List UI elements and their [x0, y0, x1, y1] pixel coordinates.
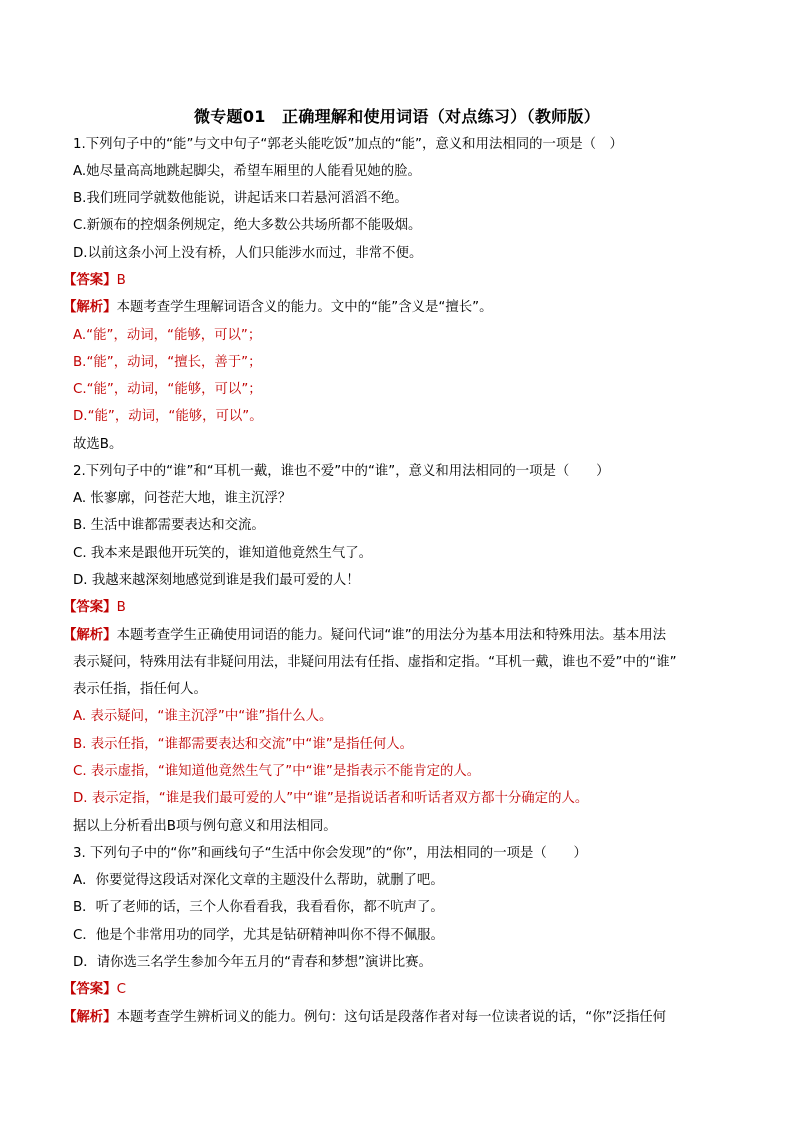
- q2-point-d: D. 表示定指，“谁是我们最可爱的人”中“谁”是指说话者和听话者双方都十分确定的人。: [73, 791, 589, 806]
- q1-conclusion: 故选B。: [73, 437, 123, 452]
- q3-option-c: C．他是个非常用功的同学，尤其是钻研精神叫你不得不佩服。: [73, 928, 444, 943]
- q1-analysis-text: 本题考查学生理解词语含义的能力。文中的“能”含义是“擅长”。: [116, 300, 493, 315]
- q2-point-a: A. 表示疑问，“谁主沉浮”中“谁”指什么人。: [73, 709, 333, 724]
- q1-point-d: D.“能”，动词，“能够，可以”。: [73, 409, 263, 424]
- q3-stem: 3. 下列句子中的“你”和画线句子“生活中你会发现”的“你”，用法相同的一项是（ ）: [73, 846, 587, 861]
- page-title: 微专题01 正确理解和使用词语（对点练习）（教师版）: [193, 107, 601, 126]
- q3-option-a: A．你要觉得这段话对深化文章的主题没什么帮助，就删了吧。: [73, 873, 444, 888]
- analysis-label: 【解析】: [63, 1010, 117, 1025]
- q1-option-b: B.我们班同学就数他能说，讲起话来口若悬河滔滔不绝。: [73, 191, 408, 206]
- q2-conclusion: 据以上分析看出B项与例句意义和用法相同。: [73, 819, 337, 834]
- answer-label: 【答案】: [63, 982, 117, 997]
- q2-point-c: C. 表示虚指，“谁知道他竟然生气了”中“谁”是指表示不能肯定的人。: [73, 764, 481, 779]
- q3-analysis: [63, 1009, 666, 1027]
- analysis-label: 【解析】: [63, 300, 117, 315]
- q1-point-b: B.“能”，动词，“擅长，善于”；: [73, 355, 262, 370]
- q1-answer: [63, 272, 126, 290]
- q3-option-b: B．听了老师的话，三个人你看看我，我看看你，都不吭声了。: [73, 900, 444, 915]
- q1-analysis: [63, 299, 492, 317]
- q3-answer: [63, 981, 126, 999]
- q1-point-a: A.“能”，动词，“能够，可以”；: [73, 328, 262, 343]
- q2-option-b: B. 生活中谁都需要表达和交流。: [73, 518, 265, 533]
- q1-point-c: C.“能”，动词，“能够，可以”；: [73, 382, 262, 397]
- q1-option-a: A.她尽量高高地跳起脚尖，希望车厢里的人能看见她的脸。: [73, 164, 421, 179]
- q2-point-b: B. 表示任指，“谁都需要表达和交流”中“谁”是指任何人。: [73, 737, 414, 752]
- q1-option-c: C.新颁布的控烟条例规定，绝大多数公共场所都不能吸烟。: [73, 218, 422, 233]
- q2-option-a: A. 怅寥廓，问苍茫大地，谁主沉浮？: [73, 491, 292, 506]
- q2-analysis-line-2: 表示疑问，特殊用法有非疑问用法，非疑问用法有任指、虚指和定指。“耳机一戴，谁也不爱”中的“谁”: [73, 655, 677, 670]
- analysis-label: 【解析】: [63, 628, 117, 643]
- answer-label: 【答案】: [63, 600, 117, 615]
- q1-stem: 1.下列句子中的“能”与文中句子“郭老头能吃饭”加点的“能”，意义和用法相同的一项是（ ）: [73, 137, 623, 152]
- q3-option-d: D．请你选三名学生参加今年五月的“青春和梦想”演讲比赛。: [73, 955, 432, 970]
- answer-label: 【答案】: [63, 273, 117, 288]
- q2-option-d: D. 我越来越深刻地感觉到谁是我们最可爱的人！: [73, 573, 360, 588]
- q2-answer-value: B: [116, 600, 126, 615]
- q1-answer-value: B: [116, 273, 126, 288]
- q2-stem: 2.下列句子中的“谁”和“耳机一戴，谁也不爱”中的“谁”，意义和用法相同的一项是（ ）: [73, 464, 610, 479]
- q2-analysis-line-1: 本题考查学生正确使用词语的能力。疑问代词“谁”的用法分为基本用法和特殊用法。基本用法: [116, 628, 667, 643]
- q2-analysis-line-3: 表示任指，指任何人。: [73, 682, 207, 697]
- q1-option-d: D.以前这条小河上没有桥，人们只能涉水而过，非常不便。: [73, 246, 423, 261]
- q2-option-c: C. 我本来是跟他开玩笑的，谁知道他竟然生气了。: [73, 546, 373, 561]
- q3-answer-value: C: [116, 982, 126, 997]
- q2-answer: [63, 599, 126, 617]
- q3-analysis-text: 本题考查学生辨析词义的能力。例句：这句话是段落作者对每一位读者说的话，“你”泛指任何: [116, 1010, 667, 1025]
- q2-analysis: [63, 627, 666, 645]
